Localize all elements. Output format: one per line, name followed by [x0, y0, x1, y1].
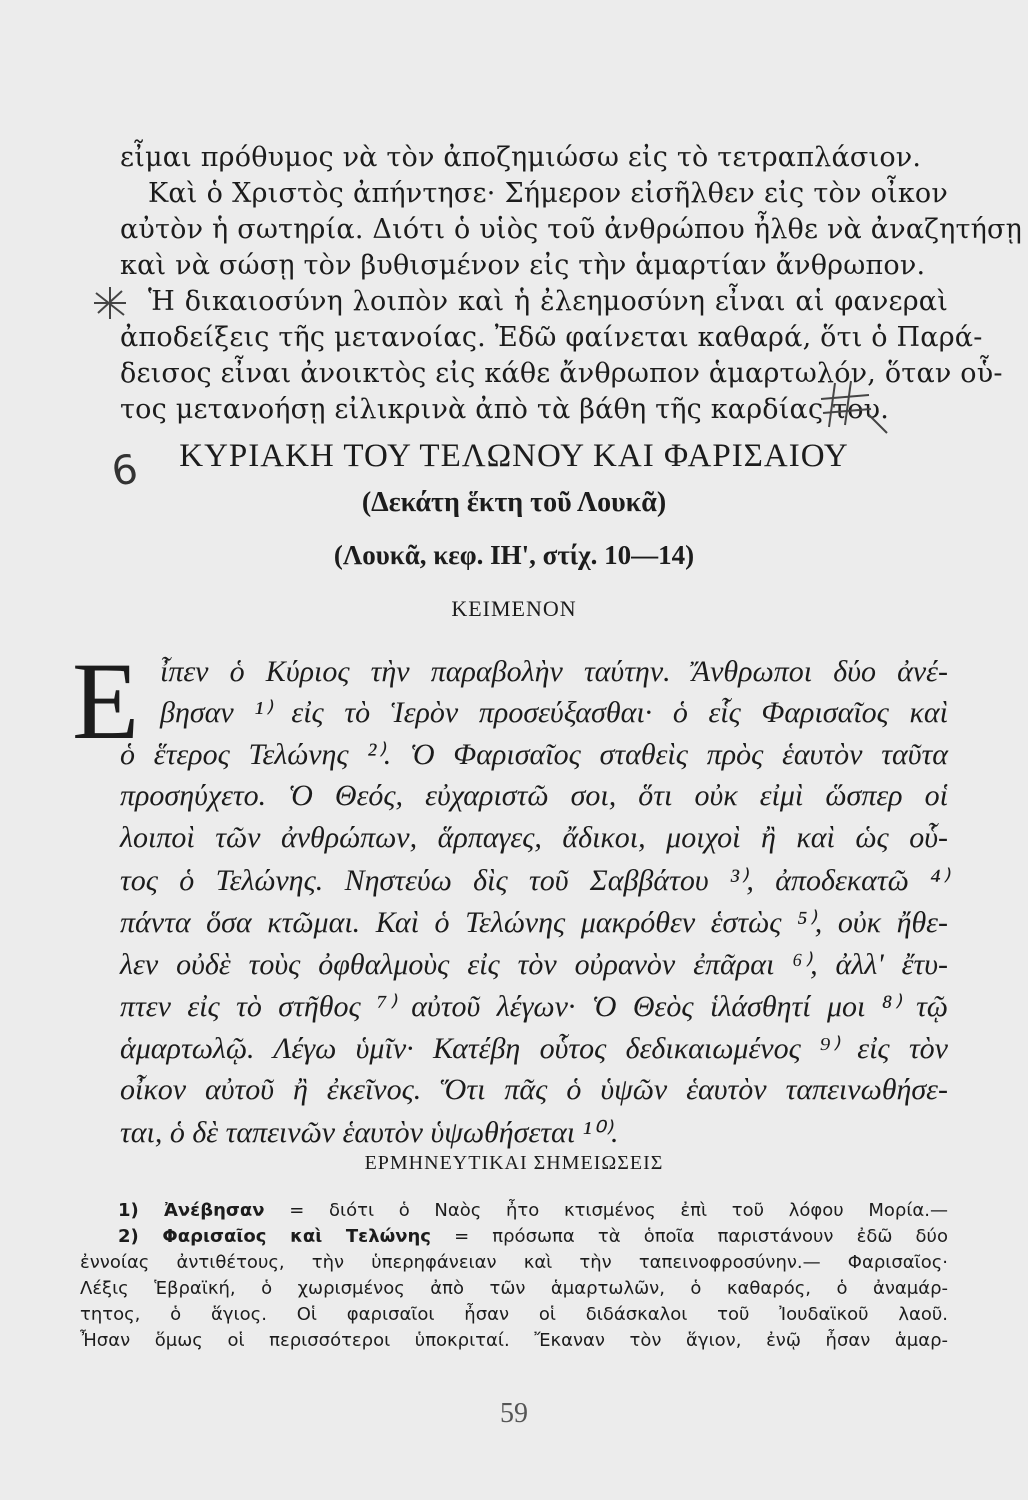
text-line: ἶπεν ὁ Κύριος τὴν παραβολὴν ταύτην. Ἄνθρωποι δύο ἀνέ-	[160, 655, 948, 688]
pencil-hash-mark	[815, 375, 895, 435]
text-line: λοιποὶ τῶν ἀνθρώπων, ἅρπαγες, ἄδικοι, μοιχοὶ ἢ καὶ ὡς οὗ-	[120, 821, 948, 854]
intro-line: Καὶ ὁ Χριστὸς ἀπήντησε· Σήμερον εἰσῆλθεν εἰς τὸν οἶκον	[148, 178, 948, 209]
drop-cap: Ε	[72, 640, 140, 762]
text-line: προσηύχετο. Ὁ Θεός, εὐχαριστῶ σοι, ὅτι οὐκ εἰμὶ ὥσπερ οἱ	[120, 779, 948, 812]
text-line: βησαν ¹⁾ εἰς τὸ Ἱερὸν προσεύξασθαι· ὁ εἷς Φαρισαῖος καὶ	[160, 696, 948, 729]
note-line	[80, 1330, 948, 1351]
text-line: ται, ὁ δὲ ταπεινῶν ἑαυτὸν ὑψωθήσεται ¹⁰⁾.	[120, 1116, 619, 1149]
text-line: πτεν εἰς τὸ στῆθος ⁷⁾ αὐτοῦ λέγων· Ὁ Θεὸς ἱλάσθητί μοι ⁸⁾ τῷ	[120, 990, 948, 1023]
note-line	[118, 1226, 948, 1247]
note-text: Ἦσαν ὅμως οἱ περισσότεροι ὑποκριταί. Ἔκαναν τὸν ἅγιον, ἐνῷ ἦσαν ἁμαρ-	[80, 1330, 948, 1351]
note-term: 1) Ἀνέβησαν	[118, 1200, 265, 1221]
intro-line: τος μετανοήσῃ εἰλικρινὰ ἀπὸ τὰ βάθη τῆς καρδίας του.	[120, 394, 890, 425]
intro-line: καὶ νὰ σώσῃ τὸν βυθισμένον εἰς τὴν ἁμαρτίαν ἄνθρωπον.	[120, 250, 926, 281]
section-heading: ΚΥΡΙΑΚΗ ΤΟΥ ΤΕΛΩΝΟΥ ΚΑΙ ΦΑΡΙΣΑΙΟΥ	[179, 438, 849, 474]
intro-line: ἀποδείξεις τῆς μετανοίας. Ἐδῶ φαίνεται καθαρά, ὅτι ὁ Παρά-	[120, 322, 983, 353]
note-text: = πρόσωπα τὰ ὁποῖα παριστάνουν ἐδῶ δύο	[430, 1226, 948, 1247]
note-text: = διότι ὁ Ναὸς ἦτο κτισμένος ἐπὶ τοῦ λόφου Μορία.—	[264, 1200, 948, 1221]
text-line: ἁμαρτωλῷ. Λέγω ὑμῖν· Κατέβη οὗτος δεδικαιωμένος ⁹⁾ εἰς τὸν	[120, 1032, 948, 1065]
intro-line: δεισος εἶναι ἀνοικτὸς εἰς κάθε ἄνθρωπον ἁμαρτωλόν, ὅταν οὗ-	[120, 358, 1003, 389]
intro-line: εἶμαι πρόθυμος νὰ τὸν ἀποζημιώσω εἰς τὸ τετραπλάσιον.	[120, 142, 922, 173]
text-line: τος ὁ Τελώνης. Νηστεύω δὶς τοῦ Σαββάτου ³⁾, ἀποδεκατῶ ⁴⁾	[120, 864, 948, 897]
note-text: τητος, ὁ ἅγιος. Οἱ φαρισαῖοι ἦσαν οἱ διδάσκαλοι τοῦ Ἰουδαϊκοῦ λαοῦ.	[80, 1304, 948, 1325]
page-number: 59	[500, 1398, 528, 1429]
text-line: πάντα ὅσα κτῶμαι. Καὶ ὁ Τελώνης μακρόθεν ἑστὼς ⁵⁾, οὐκ ἤθε-	[120, 906, 948, 939]
text-section-label: ΚΕΙΜΕΝΟΝ	[451, 596, 577, 621]
intro-line: Ἡ δικαιοσύνη λοιπὸν καὶ ἡ ἐλεημοσύνη εἶναι αἱ φανεραὶ	[148, 286, 948, 317]
section-subheading: (Δεκάτη ἕκτη τοῦ Λουκᾶ)	[361, 487, 667, 518]
note-line	[118, 1200, 948, 1221]
pencil-asterisk-mark	[90, 285, 130, 321]
note-term: 2) Φαρισαῖος καὶ Τελώνης	[118, 1226, 431, 1247]
text-line: οἶκον αὐτοῦ ἢ ἐκεῖνος. Ὅτι πᾶς ὁ ὑψῶν ἑαυτὸν ταπεινωθήσε-	[120, 1073, 948, 1106]
note-line	[80, 1252, 948, 1273]
note-text: Λέξις Ἑβραϊκή, ὁ χωρισμένος ἀπὸ τῶν ἁμαρτωλῶν, ὁ καθαρός, ὁ ἀναμάρ-	[80, 1278, 948, 1299]
text-line: λεν οὐδὲ τοὺς ὀφθαλμοὺς εἰς τὸν οὐρανὸν ἐπᾶραι ⁶⁾, ἀλλ' ἔτυ-	[120, 948, 948, 981]
note-line	[80, 1304, 948, 1325]
text-line: ὁ ἕτερος Τελώνης ²⁾. Ὁ Φαρισαῖος σταθεὶς πρὸς ἑαυτὸν ταῦτα	[120, 738, 948, 771]
scripture-reference: (Λουκᾶ, κεφ. ΙΗ', στίχ. 10—14)	[333, 540, 695, 570]
notes-heading: ΕΡΜΗΝΕΥΤΙΚΑΙ ΣΗΜΕΙΩΣΕΙΣ	[364, 1152, 664, 1174]
intro-line: αὐτὸν ἡ σωτηρία. Διότι ὁ υἱὸς τοῦ ἀνθρώπου ἦλθε νὰ ἀναζητήσῃ	[120, 214, 1022, 245]
note-line	[80, 1278, 948, 1299]
note-text: ἐννοίας ἀντιθέτους, τὴν ὑπερηφάνειαν καὶ τὴν ταπεινοφροσύνην.— Φαρισαῖος·	[80, 1252, 948, 1273]
handwritten-number-mark: 6	[108, 446, 142, 496]
